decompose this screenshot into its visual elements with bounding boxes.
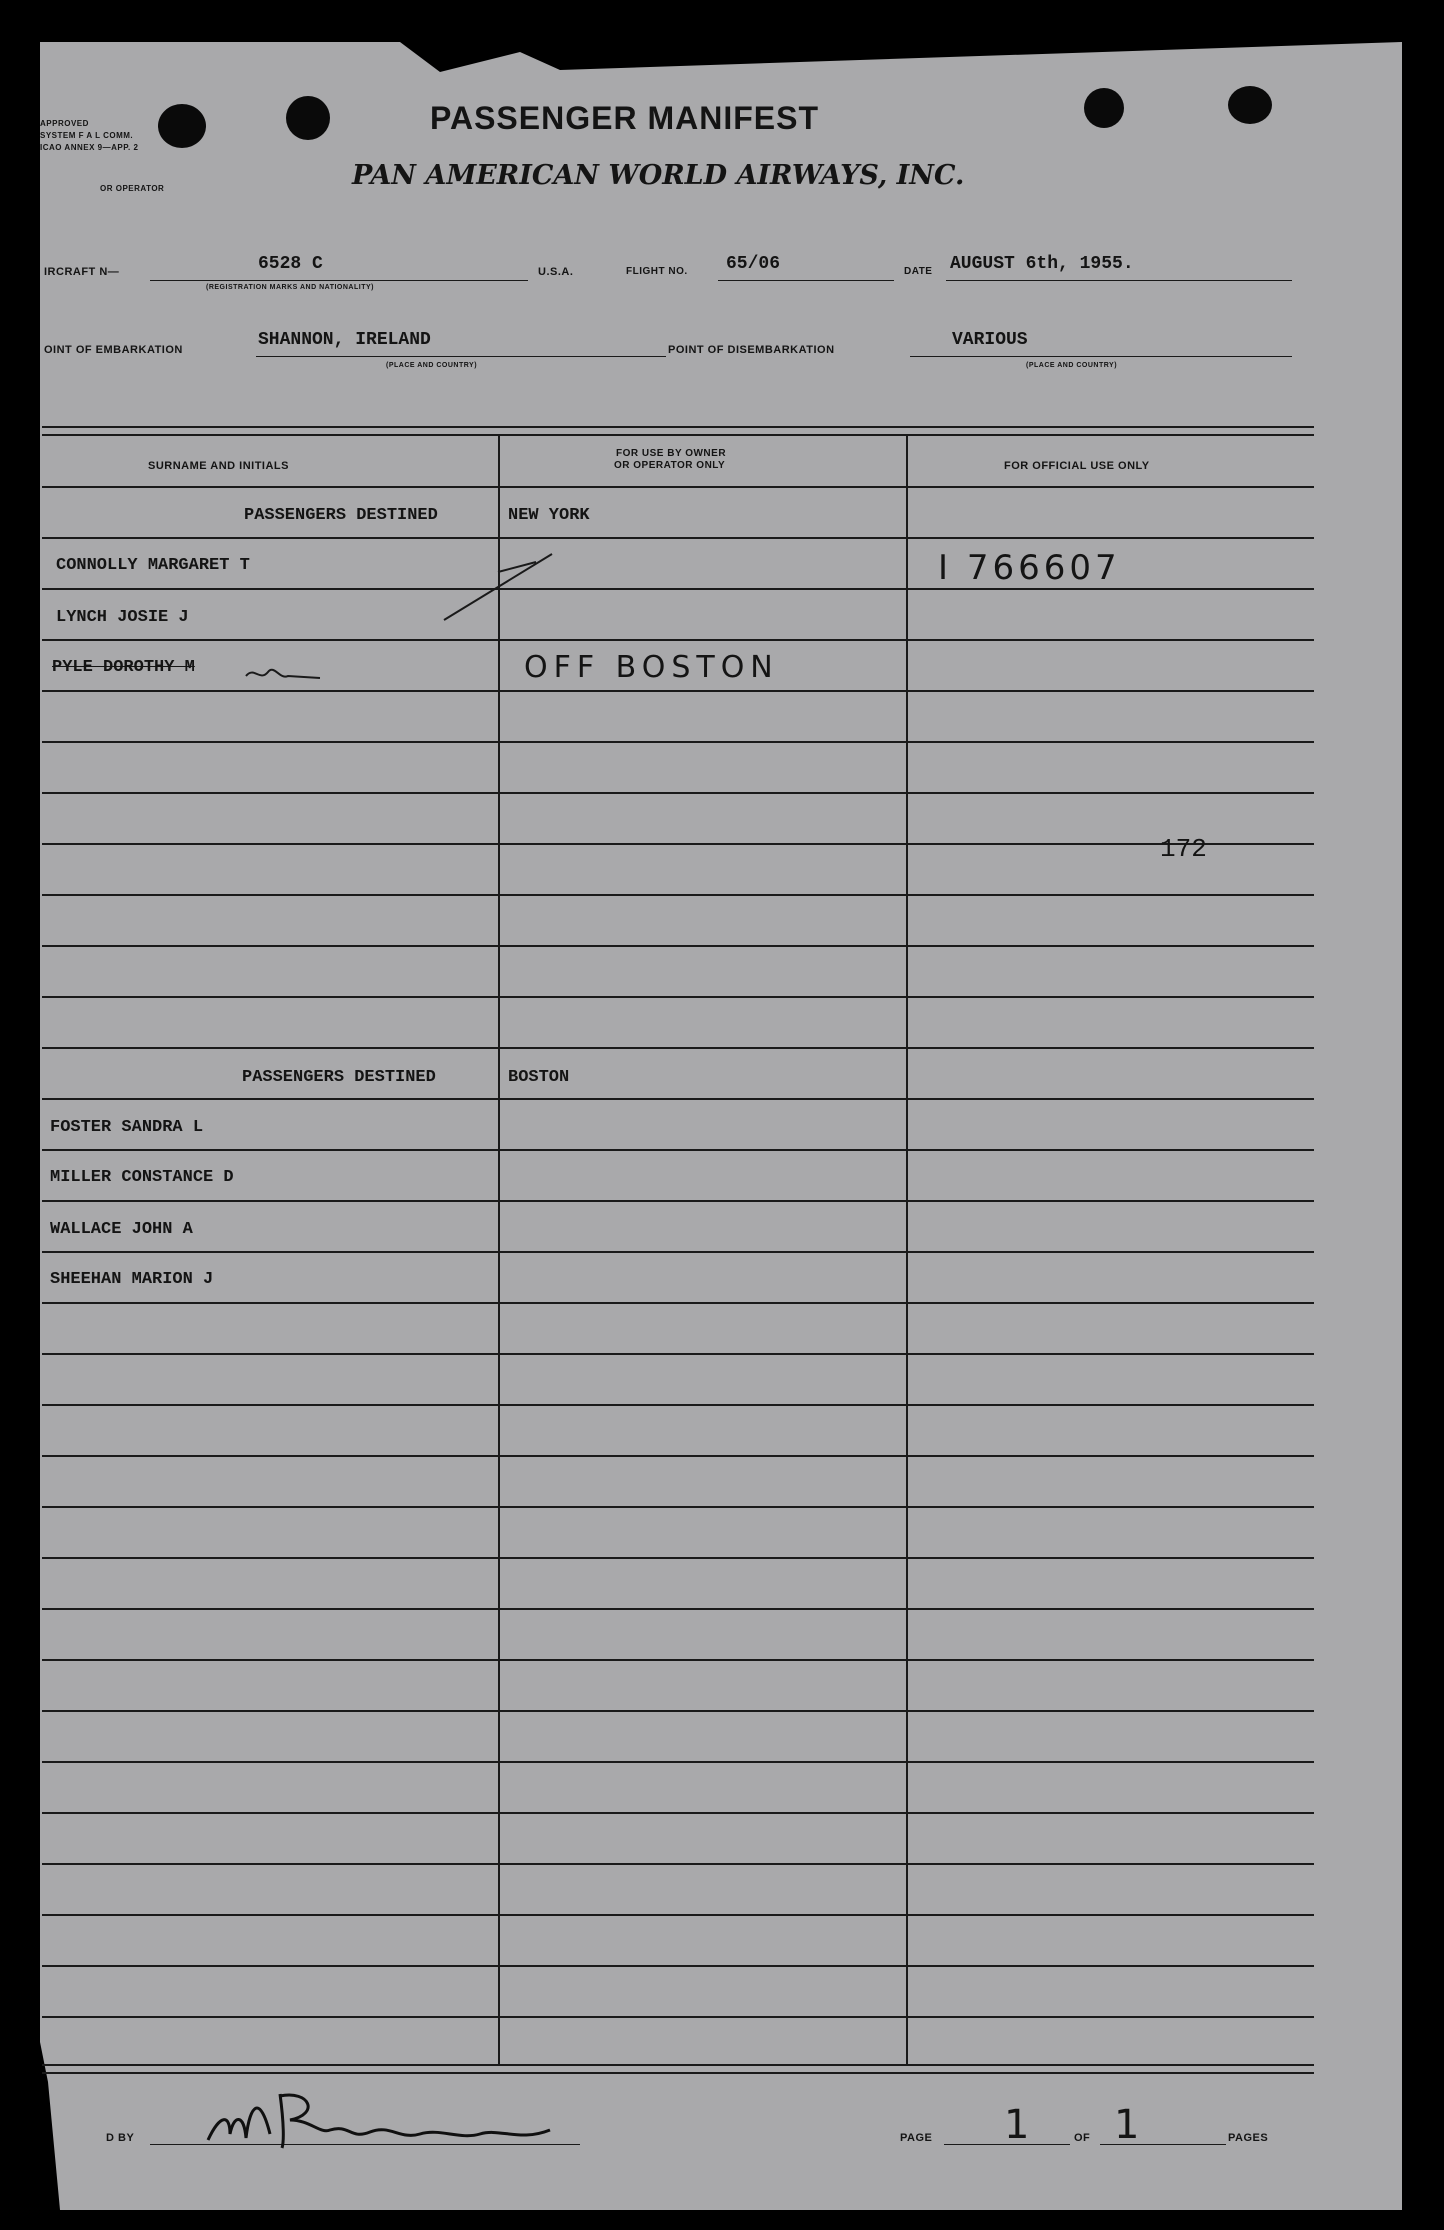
row-rule xyxy=(42,1506,1314,1508)
row-rule xyxy=(42,792,1314,794)
group-2-destination: BOSTON xyxy=(508,1068,570,1087)
passenger-3-owner-note: OFF BOSTON xyxy=(524,650,779,685)
page-label: PAGE xyxy=(900,2132,933,2144)
row-rule xyxy=(42,741,1314,743)
row-rule xyxy=(42,1302,1314,1304)
row-rule xyxy=(42,1404,1314,1406)
row-rule xyxy=(42,1200,1314,1202)
aircraft-underline xyxy=(150,280,528,281)
passenger-5-name: MILLER CONSTANCE D xyxy=(50,1168,234,1187)
group-2-label: PASSENGERS DESTINED xyxy=(242,1068,436,1087)
row-rule xyxy=(42,945,1314,947)
disembarkation-underline xyxy=(910,356,1292,357)
row-rule xyxy=(42,894,1314,896)
passenger-2-name: LYNCH JOSIE J xyxy=(56,608,189,627)
row-rule xyxy=(42,486,1314,488)
row-rule xyxy=(42,1965,1314,1967)
group-1-destination: NEW YORK xyxy=(508,506,590,525)
date-value: AUGUST 6th, 1955. xyxy=(950,254,1134,274)
row-rule xyxy=(42,1812,1314,1814)
passenger-4-name: FOSTER SANDRA L xyxy=(50,1118,204,1137)
column-divider-1 xyxy=(498,436,500,2064)
embarkation-underline xyxy=(256,356,666,357)
table-bottom-rule-2 xyxy=(42,2072,1314,2074)
flight-value: 65/06 xyxy=(726,254,781,274)
column-divider-2 xyxy=(906,436,908,2064)
row-rule xyxy=(42,588,1314,590)
row-rule xyxy=(42,1914,1314,1916)
row-rule xyxy=(42,1863,1314,1865)
of-label: OF xyxy=(1074,2132,1091,2144)
check-slash-mark xyxy=(440,548,560,624)
row-rule xyxy=(42,1251,1314,1253)
mid-number: 172 xyxy=(1160,834,1207,864)
owner-operator-label: OR OPERATOR xyxy=(100,184,165,193)
aircraft-label: IRCRAFT N— xyxy=(44,266,120,278)
row-rule xyxy=(42,537,1314,539)
row-rule xyxy=(42,639,1314,641)
passenger-1-official: I 766607 xyxy=(938,548,1121,588)
pages-label: PAGES xyxy=(1228,2132,1269,2144)
table-top-rule-1 xyxy=(42,426,1314,428)
row-rule xyxy=(42,843,1314,845)
approval-line-1: APPROVED xyxy=(40,119,89,128)
disembarkation-value: VARIOUS xyxy=(952,330,1028,350)
row-rule xyxy=(42,1557,1314,1559)
disembarkation-label: POINT OF DISEMBARKATION xyxy=(668,344,835,356)
flight-label: FLIGHT NO. xyxy=(626,266,688,277)
row-rule xyxy=(42,1608,1314,1610)
company-name: PAN AMERICAN WORLD AIRWAYS, INC. xyxy=(352,160,965,191)
row-rule xyxy=(42,690,1314,692)
page-value: 1 xyxy=(1004,2102,1030,2148)
aircraft-value: 6528 C xyxy=(258,254,323,274)
punch-hole-left xyxy=(158,104,206,148)
signature xyxy=(200,2084,560,2154)
passenger-1-name: CONNOLLY MARGARET T xyxy=(56,556,250,575)
usa-label: U.S.A. xyxy=(538,266,574,278)
table-top-rule-2 xyxy=(42,434,1314,436)
approval-stamp xyxy=(40,118,138,154)
disembarkation-caption: (PLACE AND COUNTRY) xyxy=(1026,362,1118,369)
column-header-surname: SURNAME AND INITIALS xyxy=(148,460,289,472)
of-value: 1 xyxy=(1114,2102,1140,2148)
passenger-6-name: WALLACE JOHN A xyxy=(50,1220,193,1239)
column-header-owner-1: FOR USE BY OWNER xyxy=(616,448,727,459)
row-rule xyxy=(42,1353,1314,1355)
signed-by-label: D BY xyxy=(106,2132,135,2144)
row-rule xyxy=(42,1098,1314,1100)
strike-scribble xyxy=(244,662,324,686)
embarkation-caption: (PLACE AND COUNTRY) xyxy=(386,362,478,369)
approval-line-2: SYSTEM F A L COMM. xyxy=(40,131,134,140)
group-1-label: PASSENGERS DESTINED xyxy=(244,506,438,525)
flight-underline xyxy=(718,280,894,281)
page-title: PASSENGER MANIFEST xyxy=(430,100,819,136)
embarkation-label: OINT OF EMBARKATION xyxy=(44,344,183,356)
manifest-page xyxy=(40,42,1402,2210)
row-rule xyxy=(42,996,1314,998)
row-rule xyxy=(42,1149,1314,1151)
approval-line-3: ICAO ANNEX 9—APP. 2 xyxy=(40,143,139,152)
column-header-owner-2: OR OPERATOR ONLY xyxy=(614,460,726,471)
row-rule xyxy=(42,2016,1314,2018)
aircraft-caption: (REGISTRATION MARKS AND NATIONALITY) xyxy=(206,284,374,291)
punch-hole-right-1 xyxy=(1084,88,1124,128)
passenger-7-name: SHEEHAN MARION J xyxy=(50,1270,214,1289)
row-rule xyxy=(42,1710,1314,1712)
date-label: DATE xyxy=(904,266,933,277)
row-rule xyxy=(42,1047,1314,1049)
punch-hole-center xyxy=(286,96,330,140)
row-rule xyxy=(42,1761,1314,1763)
column-header-official: FOR OFFICIAL USE ONLY xyxy=(1004,460,1150,472)
punch-hole-right-2 xyxy=(1228,86,1272,124)
embarkation-value: SHANNON, IRELAND xyxy=(258,330,431,350)
date-underline xyxy=(946,280,1292,281)
row-rule xyxy=(42,1455,1314,1457)
row-rule xyxy=(42,1659,1314,1661)
table-bottom-rule-1 xyxy=(42,2064,1314,2066)
passenger-3-name: PYLE DOROTHY M xyxy=(52,658,195,677)
